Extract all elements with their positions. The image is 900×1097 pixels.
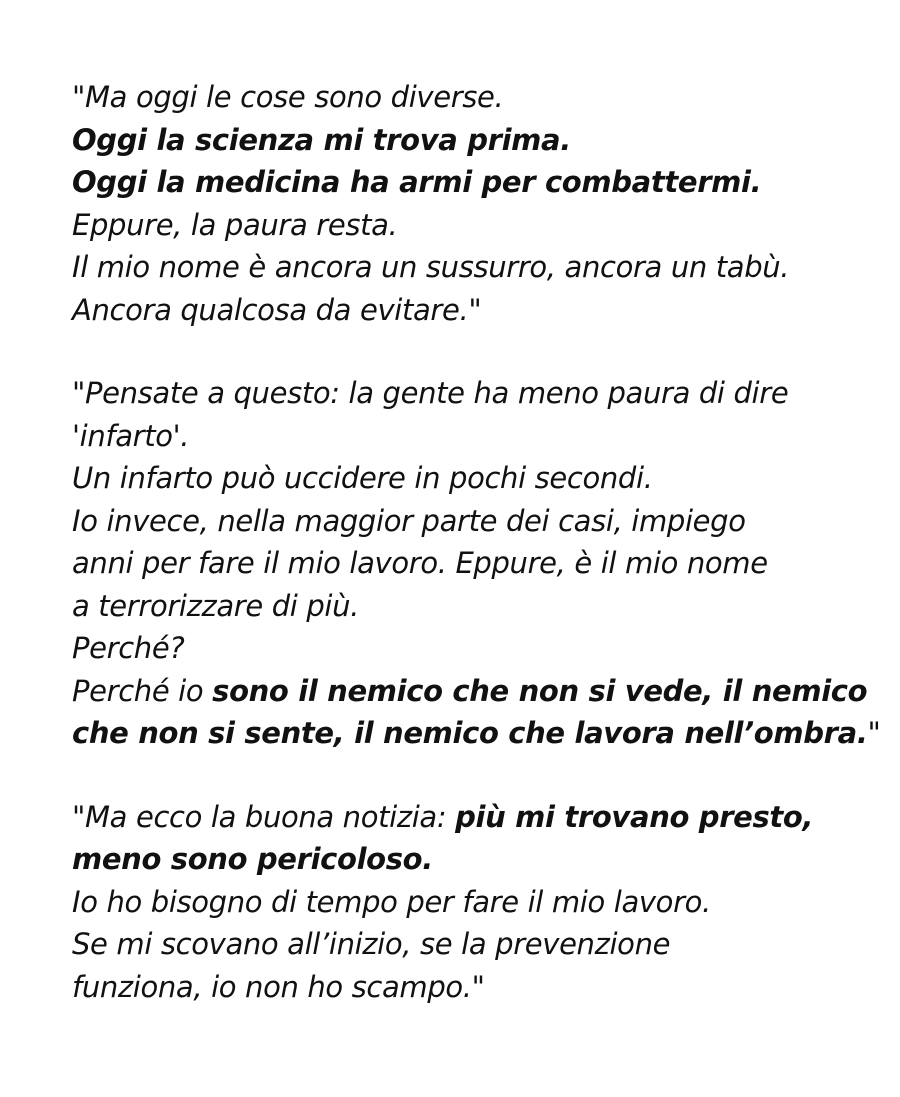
text-segment: funziona, io non ho scampo."	[72, 969, 485, 1004]
text-segment-emphasis: meno sono pericoloso.	[72, 842, 433, 876]
text-line	[72, 966, 872, 1009]
text-line	[72, 372, 872, 415]
document-page	[72, 76, 881, 1049]
text-segment: Il mio nome è ancora un sussurro, ancora un tabù.	[72, 250, 790, 284]
text-segment: anni per fare il mio lavoro. Eppure, è il mio nome	[72, 546, 768, 580]
text-line	[72, 457, 872, 500]
text-line	[72, 500, 872, 543]
text-line	[72, 923, 872, 966]
text-segment: Io invece, nella maggior parte dei casi, impiego	[72, 503, 746, 538]
text-line	[72, 542, 872, 585]
text-segment: Oggi la scienza mi trova prima.	[72, 122, 571, 157]
text-segment-emphasis: che non si sente, il nemico che lavora nell’ombra.	[72, 716, 868, 750]
text-segment: "Pensate a questo: la gente ha meno paura di dire	[72, 376, 789, 410]
text-line	[72, 627, 872, 670]
text-segment: Perché io	[72, 673, 213, 708]
text-line	[72, 76, 872, 119]
text-segment-emphasis: più mi trovano presto,	[455, 799, 814, 834]
text-segment-emphasis: sono il nemico che non si vede, il nemico	[212, 673, 868, 708]
text-line	[72, 119, 872, 162]
text-segment: Se mi scovano all’inizio, se la prevenzione	[72, 927, 671, 961]
text-line	[72, 838, 872, 881]
text-line	[72, 796, 872, 839]
text-segment: Oggi la medicina ha armi per combattermi.	[72, 165, 762, 199]
text-line	[72, 415, 872, 458]
text-line	[72, 712, 881, 755]
text-segment: 'infarto'.	[72, 418, 190, 453]
text-segment: Perché?	[72, 631, 185, 665]
text-line	[72, 161, 872, 204]
text-segment: Un infarto può uccidere in pochi secondi.	[72, 461, 653, 495]
text-line	[72, 881, 872, 924]
text-segment: "Ma ecco la buona notizia:	[72, 799, 456, 834]
text-segment: Io ho bisogno di tempo per fare il mio lavoro.	[72, 884, 711, 919]
text-segment: "Ma oggi le cose sono diverse.	[72, 80, 504, 114]
paragraph-1	[72, 76, 872, 331]
text-line	[72, 246, 872, 289]
text-line	[72, 204, 872, 247]
paragraph-3	[72, 796, 872, 1009]
text-segment: a terrorizzare di più.	[72, 588, 360, 623]
text-line	[72, 670, 872, 713]
text-line	[72, 289, 872, 332]
text-segment: "	[867, 716, 881, 750]
text-segment: Eppure, la paura resta.	[72, 207, 398, 242]
paragraph-2	[72, 372, 881, 755]
text-segment: Ancora qualcosa da evitare."	[72, 292, 482, 327]
text-line	[72, 585, 872, 628]
